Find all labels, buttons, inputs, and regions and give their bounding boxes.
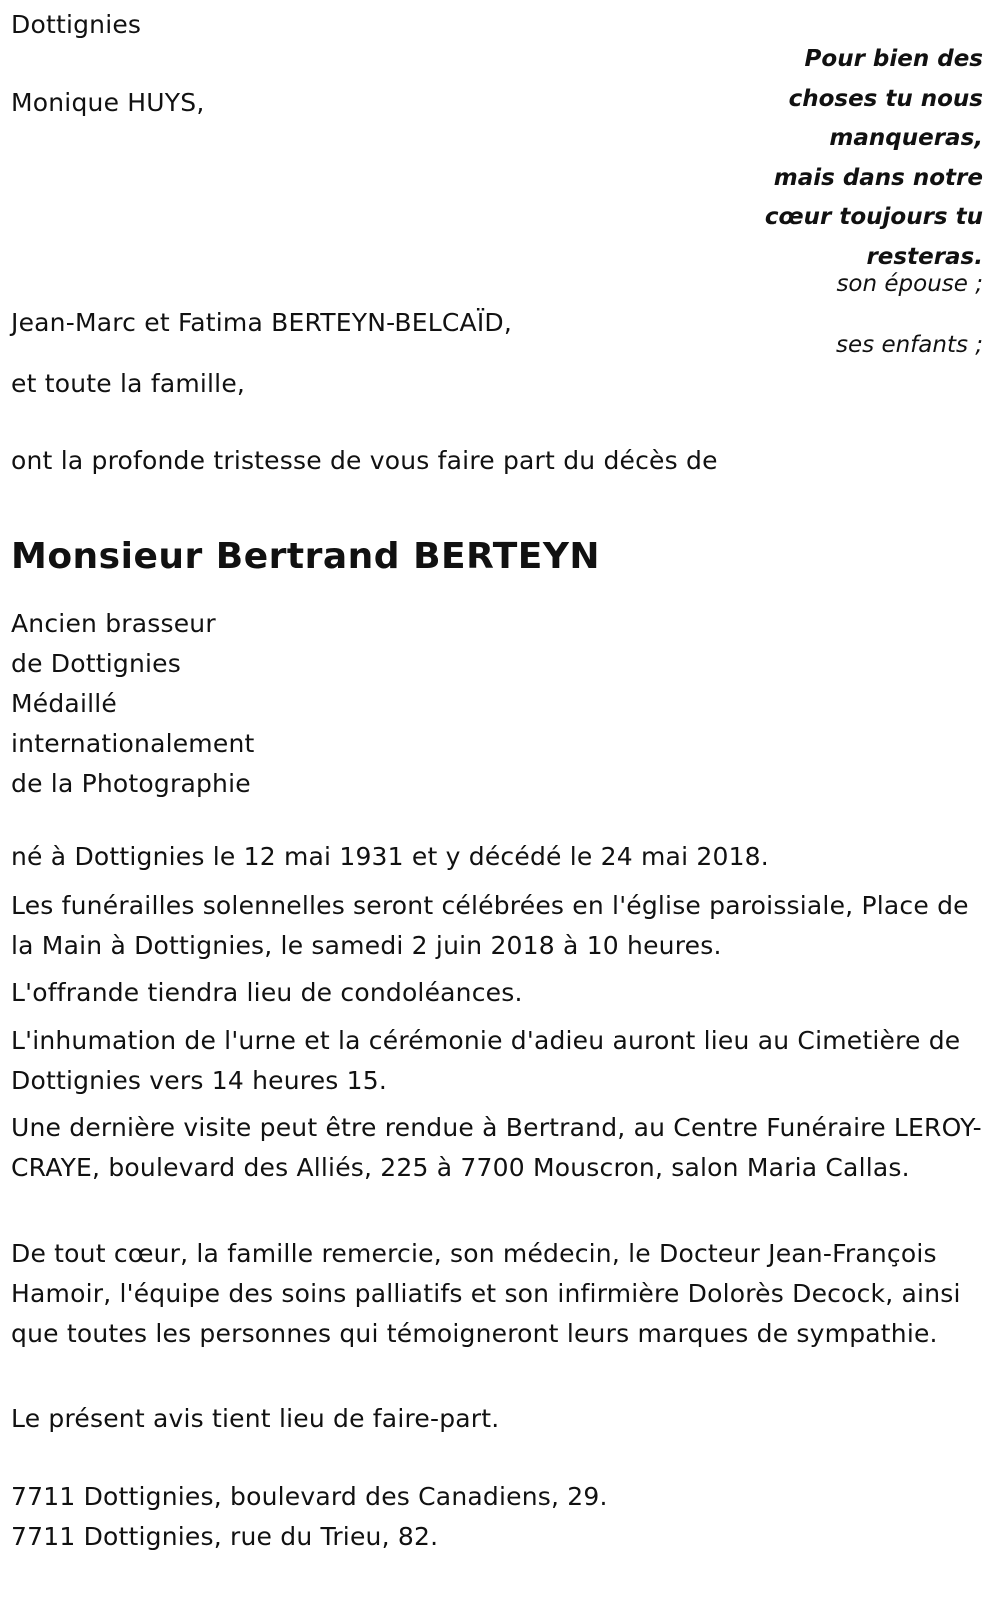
children-names: Jean-Marc et Fatima BERTEYN-BELCAÏD, [11,308,513,337]
addresses [11,1477,608,1557]
address-line: 7711 Dottignies, rue du Trieu, 82. [11,1522,439,1551]
deceased-titles [11,604,255,804]
deceased-name: Monsieur Bertrand BERTEYN [11,536,601,577]
spouse-name: Monique HUYS, [11,88,205,117]
poem-line: mais dans notre [773,164,983,191]
title-line: Ancien brasseur [11,609,216,638]
poem-line: cœur toujours tu [764,204,983,230]
visit-paragraph: Une dernière visite peut être rendue à Bertrand, au Centre Funéraire LEROY-CRAYE, boulevard des Alliés, 225 à 7700 Mouscron, salon Maria Callas. [11,1113,982,1182]
title-line: de Dottignies [11,649,181,678]
title-line: de la Photographie [11,769,251,798]
poem-line: manqueras, [829,125,983,151]
title-line: internationalement [11,729,255,758]
poem-line: Pour bien des [804,46,983,72]
funeral-paragraph: Les funérailles solennelles seront célébrées en l'église paroissiale, Place de la Main à Dottignies, le samedi 2 juin 2018 à 10 heures. [11,891,969,960]
place-heading: Dottignies [11,10,142,39]
thanks-paragraph: De tout cœur, la famille remercie, son médecin, le Docteur Jean-François Hamoir, l'équipe des soins palliatifs et son infirmière Dolorès Decock, ainsi que toutes les personnes qui témoigneront leurs marques de sympathie. [11,1239,961,1348]
children-role: ses enfants ; [836,332,983,358]
spouse-role: son épouse ; [836,271,983,297]
whole-family: et toute la famille, [11,369,246,398]
poem-line: resteras. [866,243,983,270]
burial-paragraph: L'inhumation de l'urne et la cérémonie d'adieu auront lieu au Cimetière de Dottignies vers 14 heures 15. [11,1026,961,1095]
address-line: 7711 Dottignies, boulevard des Canadiens, 29. [11,1482,608,1511]
announcement: ont la profonde tristesse de vous faire part du décès de [11,446,718,475]
birth-death: né à Dottignies le 12 mai 1931 et y décédé le 24 mai 2018. [11,842,769,871]
memorial-poem [743,40,983,277]
offering-paragraph: L'offrande tiendra lieu de condoléances. [11,978,523,1007]
notice-paragraph: Le présent avis tient lieu de faire-part. [11,1404,500,1433]
title-line: Médaillé [11,689,117,718]
poem-line: choses tu nous [788,85,983,112]
